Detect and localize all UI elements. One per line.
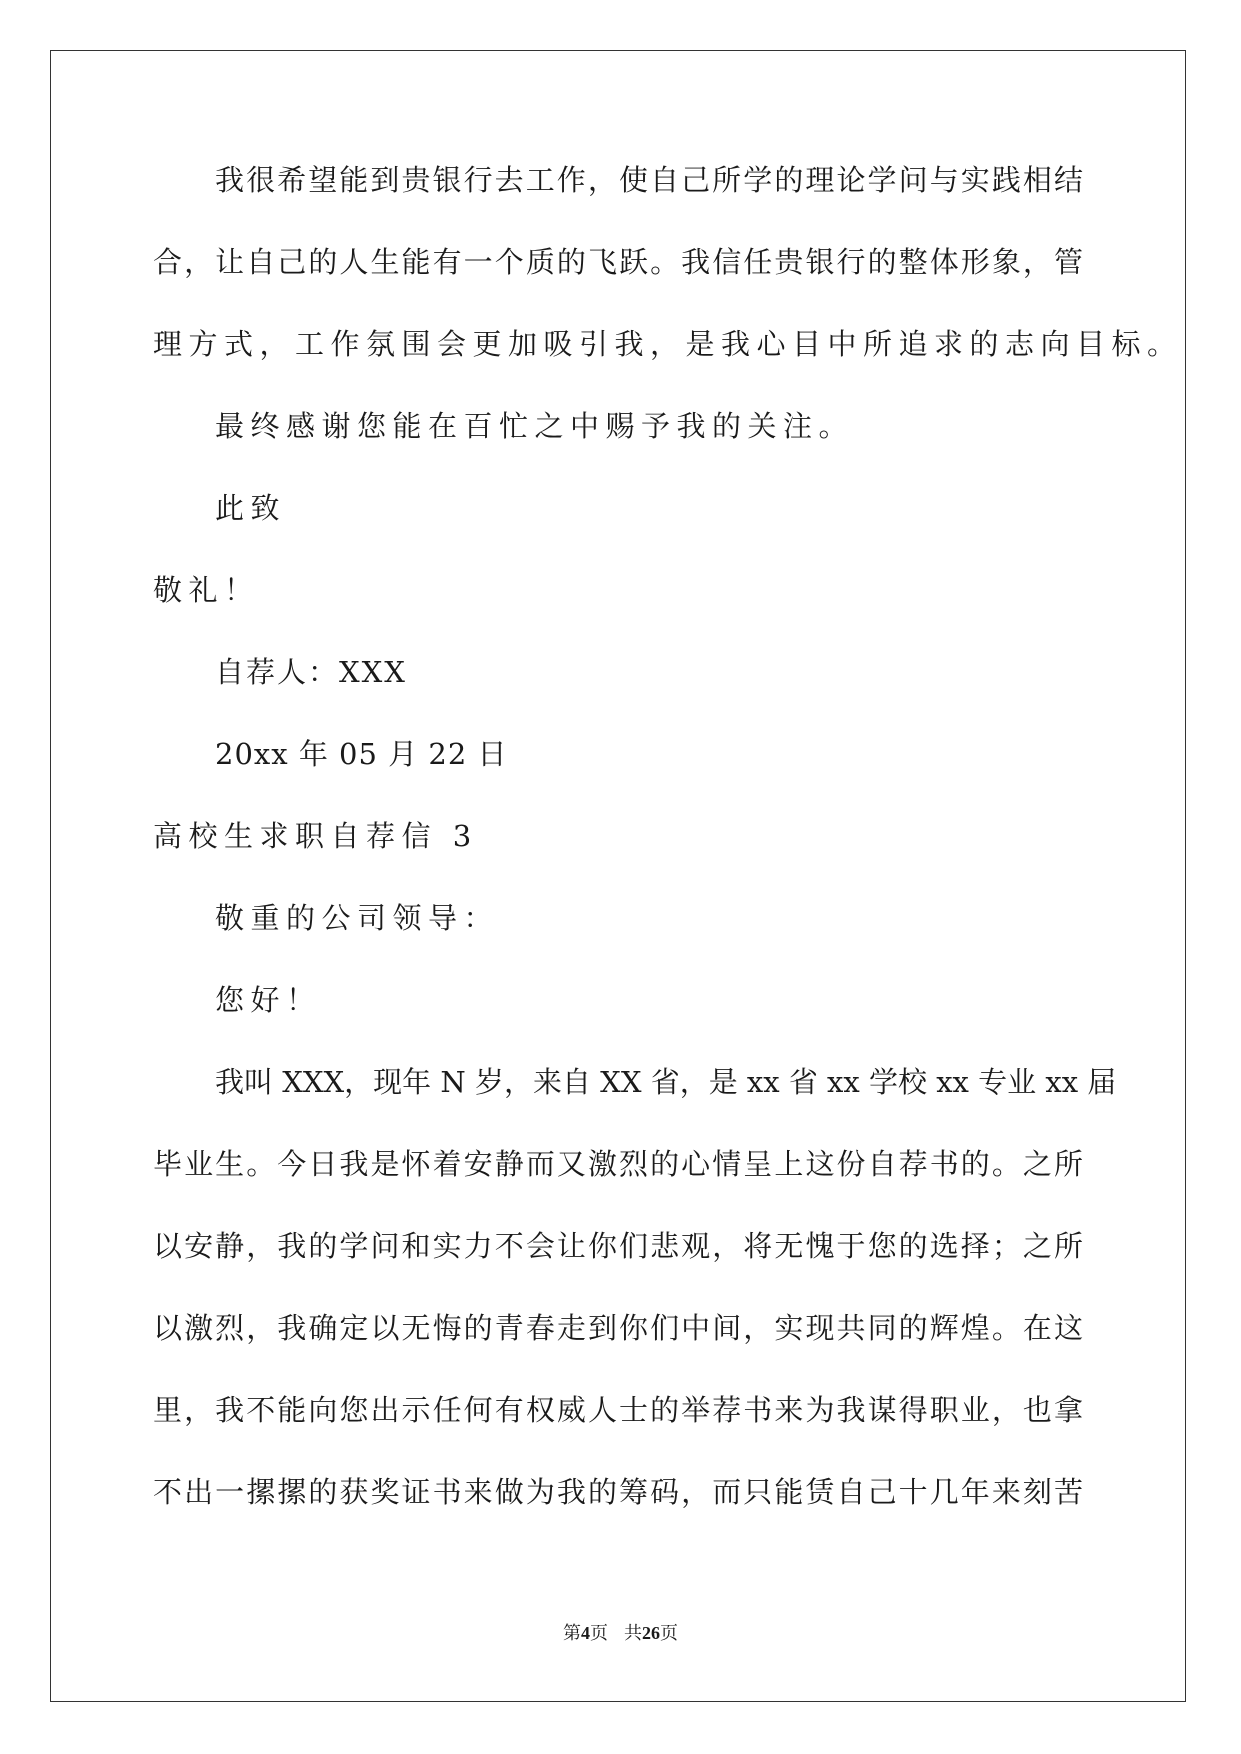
- closing-regards: 敬礼！: [153, 573, 260, 607]
- paragraph-line: 我叫 XXX，现年 N 岁，来自 XX 省，是 xx 省 xx 学校 xx 专业 xx 届: [215, 1065, 1117, 1099]
- greeting-line: 敬重的公司领导：: [215, 901, 500, 935]
- total-suffix: 页: [660, 1623, 678, 1644]
- greeting-line: 您好！: [215, 983, 322, 1017]
- paragraph-line: 以激烈，我确定以无悔的青春走到你们中间，实现共同的辉煌。在这: [153, 1311, 1083, 1345]
- date-line: 20xx 年 05 月 22 日: [215, 737, 508, 771]
- paragraph-line: 理方式，工作氛围会更加吸引我，是我心目中所追求的志向目标。: [153, 327, 1183, 361]
- current-page-number: 4: [581, 1623, 590, 1643]
- document-body: [153, 162, 1183, 1556]
- signature-line: 自荐人：XXX: [215, 655, 407, 689]
- paragraph-line: 最终感谢您能在百忙之中赐予我的关注。: [215, 409, 855, 443]
- page-suffix: 页: [590, 1623, 608, 1644]
- paragraph-line: 毕业生。今日我是怀着安静而又激烈的心情呈上这份自荐书的。之所: [153, 1147, 1083, 1181]
- closing-salutation: 此致: [215, 491, 287, 525]
- total-prefix: 共: [624, 1623, 642, 1644]
- total-page-number: 26: [642, 1623, 660, 1643]
- page-prefix: 第: [563, 1623, 581, 1644]
- paragraph-line: 我很希望能到贵银行去工作，使自己所学的理论学问与实践相结: [215, 163, 1083, 197]
- paragraph-line: 以安静，我的学问和实力不会让你们悲观，将无愧于您的选择；之所: [153, 1229, 1083, 1263]
- section-heading: 高校生求职自荐信 3: [153, 819, 478, 853]
- page-number-footer: [0, 1619, 1241, 1645]
- paragraph-line: 不出一摞摞的获奖证书来做为我的筹码，而只能赁自己十几年来刻苦: [153, 1475, 1083, 1509]
- paragraph-line: 里，我不能向您出示任何有权威人士的举荐书来为我谋得职业，也拿: [153, 1393, 1083, 1427]
- paragraph-line: 合，让自己的人生能有一个质的飞跃。我信任贵银行的整体形象，管: [153, 245, 1083, 279]
